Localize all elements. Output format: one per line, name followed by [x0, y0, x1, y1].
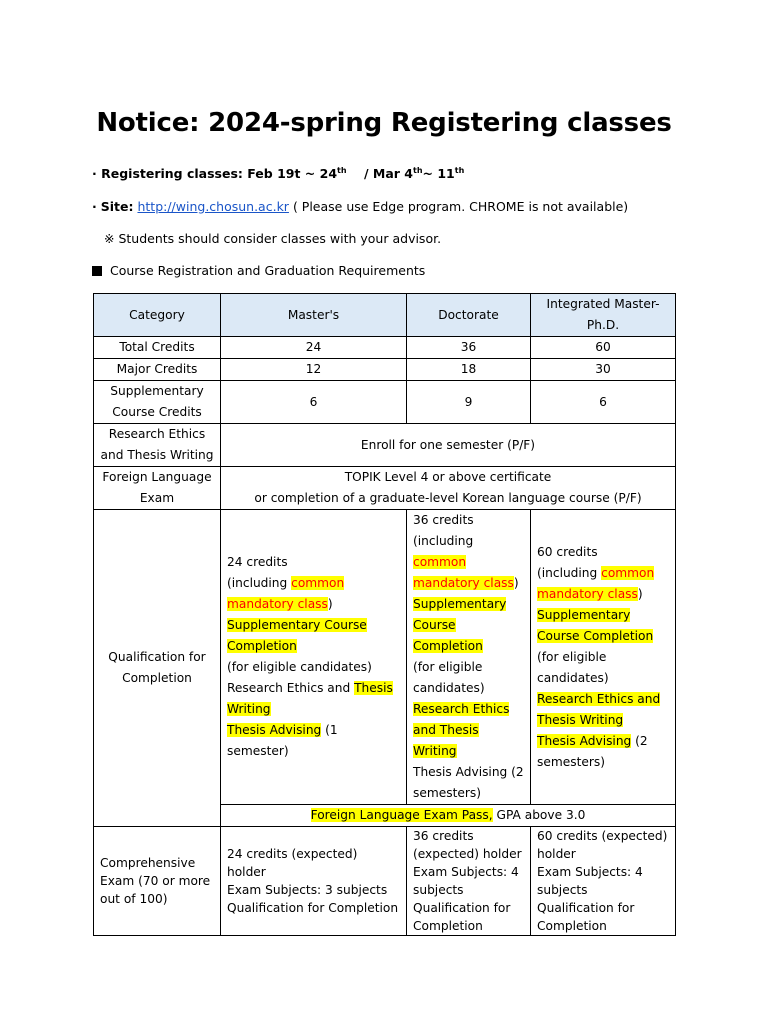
- registration-period: · Registering classes: Feb 19t ~ 24th / Mar 4th~ 11th: [92, 165, 465, 181]
- advisor-note: ※ Students should consider classes with your advisor.: [104, 231, 442, 246]
- header-integrated: Integrated Master-Ph.D.: [531, 294, 676, 337]
- table-header-row: [94, 294, 676, 337]
- qual-integrated: 60 credits (including common mandatory class) Supplementary Course Completion (for eligible candidates) Research Ethics and Thesis Writing Thesis Advising (2 semesters): [531, 510, 676, 805]
- page-title: Notice: 2024-spring Registering classes: [96, 108, 672, 138]
- table-row-qualification: Qualification for Completion 24 credits (including common mandatory class) Supplementary Course Completion (for eligible candidates) Research Ethics and Thesis Writing Thesis Advising (1 semester) 36 credits (including common mandatory class) Supplementary Course Completion (for eligible candidates) Research Ethics and Thesis Writing Thesis Advising (2 semesters) 60 credits (including common mandatory class) Supplementary Course Completion (for eligible candidates) Research Ethics and Thesis Writing Thesis Advising (2 semesters): [94, 510, 676, 805]
- table-row: Supplementary Course Credits 6 9 6: [94, 381, 676, 424]
- table-row-comprehensive: Comprehensive Exam (70 or more out of 100) 24 credits (expected) holder Exam Subjects: 3 subjects Qualification for Completion 36 credits (expected) holder Exam Subjects: 4 subjects Qualification for Completion 60 credits (expected) holder Exam Subjects: 4 subjects Qualification for Completion: [94, 827, 676, 936]
- section-heading: Course Registration and Graduation Requirements: [92, 263, 425, 278]
- table-row: Foreign Language Exam TOPIK Level 4 or above certificate or completion of a graduate-level Korean language course (P/F): [94, 467, 676, 510]
- site-link[interactable]: http://wing.chosun.ac.kr: [137, 199, 289, 214]
- site-line: · Site: http://wing.chosun.ac.kr ( Please use Edge program. CHROME is not available): [92, 199, 629, 214]
- header-masters: Master's: [221, 294, 407, 337]
- requirements-table: [93, 293, 676, 936]
- table-row: Research Ethics and Thesis Writing Enroll for one semester (P/F): [94, 424, 676, 467]
- square-bullet-icon: [92, 266, 102, 276]
- qual-masters: 24 credits (including common mandatory class) Supplementary Course Completion (for eligible candidates) Research Ethics and Thesis Writing Thesis Advising (1 semester): [221, 510, 407, 805]
- qual-doctorate: 36 credits (including common mandatory class) Supplementary Course Completion (for eligible candidates) Research Ethics and Thesis Writing Thesis Advising (2 semesters): [407, 510, 531, 805]
- table-row: Major Credits 12 18 30: [94, 359, 676, 381]
- header-category: Category: [94, 294, 221, 337]
- table-row-qualification-footer: Foreign Language Exam Pass, GPA above 3.0: [94, 805, 676, 827]
- table-row: Total Credits 24 36 60: [94, 337, 676, 359]
- header-doctorate: Doctorate: [407, 294, 531, 337]
